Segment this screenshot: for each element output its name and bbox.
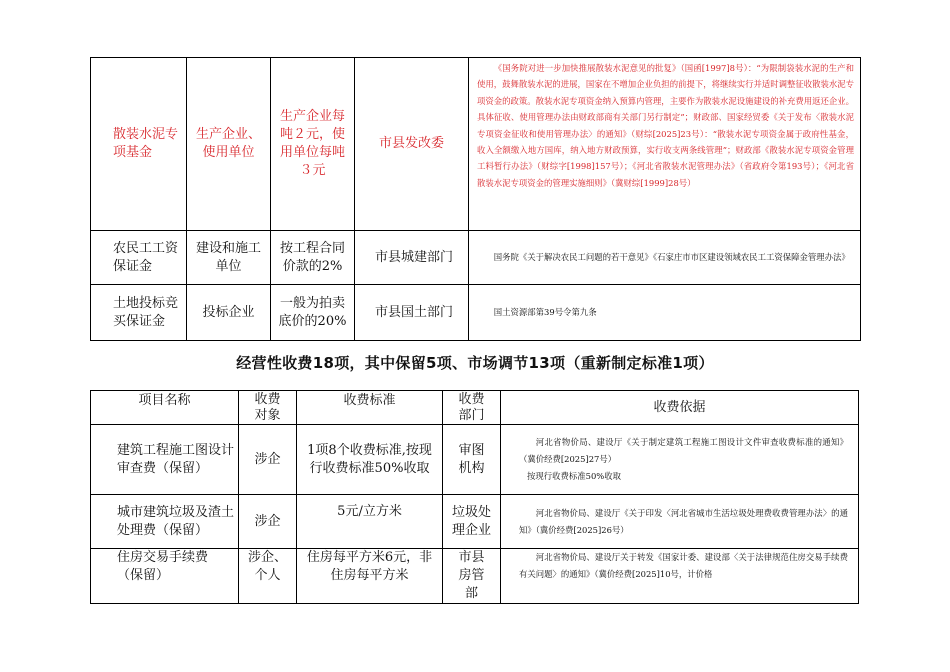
item-name: 建筑工程施工图设计审查费（保留） (117, 442, 235, 476)
item-standard: 住房每平方米6元，非住房每平方米 (306, 550, 433, 583)
fee-table-lower (90, 390, 859, 604)
item-basis: 《国务院对进一步加快推展散装水泥意见的批复》（国函[1997]8号）：“为限制袋装水泥的生产和使用，鼓舞散装水泥的进展，国家在不增加企业负担的前提下，将继续实行并适时调整征收散装水泥专项资金的政策。散装水泥专项资金纳入预算内管理，主要作为散装水泥设施建设的补充费用返还企业。具体征收、使用管理办法由财政部商有关部门另行制定”；财政部、国家经贸委《关于发布〈散装水泥专项资金征收和使用管理办法〉的通知》（财综[2025]23号）：“散装水泥专项资金属于政府性基金，收入全额缴入地方国库，纳入地方财政预算，实行收支两条线管理”；财政部《散装水泥专项资金管理工料暂行办法》（财综字[1998]157号）；《河北省散装水泥管理办法》（省政府令第193号）；《河北省散装水泥专项资金的管理实施细则》（冀财综[1999]28号） (477, 63, 854, 188)
item-standard: 一般为拍卖底价的20% (278, 295, 347, 329)
item-payer: 投标企业 (202, 304, 255, 320)
item-payer: 涉企 (239, 425, 297, 495)
header-name: 项目名称 (91, 391, 239, 425)
header-basis: 收费依据 (501, 391, 859, 425)
item-standard: 5元/立方米 (337, 504, 402, 519)
table-row (91, 231, 861, 285)
item-name: 散装水泥专项基金 (113, 127, 179, 160)
item-payer: 涉企 (239, 495, 297, 549)
header-standard: 收费标准 (297, 391, 443, 425)
item-basis: 河北省物价局、建设厅《关于印发〈河北省城市生活垃圾处理费收费管理办法〉的通知》（冀价经费[2025]26号） (519, 507, 848, 535)
table-row (91, 425, 859, 495)
item-payer: 生产企业、使用单位 (195, 127, 261, 160)
item-dept: 市县房管部 (458, 550, 485, 601)
item-standard: 按工程合同价款的2% (279, 240, 345, 274)
item-dept: 市县城建部门 (375, 249, 454, 265)
item-dept: 市县国土部门 (375, 304, 454, 320)
item-name: 住房交易手续费（保留） (117, 550, 209, 583)
item-dept: 审图机构 (458, 442, 485, 476)
table-row (91, 549, 859, 604)
item-name: 城市建筑垃圾及渣土处理费（保留） (117, 504, 235, 538)
item-basis: 国土资源部第39号令第九条 (493, 307, 597, 317)
header-dept: 收费部门 (458, 391, 485, 423)
item-payer: 建设和施工单位 (195, 240, 261, 274)
item-name: 农民工工资保证金 (113, 240, 179, 274)
item-dept: 垃圾处理企业 (451, 504, 491, 538)
fee-table-upper (90, 57, 861, 341)
table-row (91, 58, 861, 231)
section-title: 经营性收费18项，其中保留5项、市场调节13项（重新制定标准1项） (236, 354, 714, 372)
item-standard: 生产企业每吨２元，使用单位每吨３元 (279, 109, 345, 178)
item-standard: 1项8个收费标准,按现行收费标准50%收取 (307, 442, 432, 476)
item-basis: 河北省物价局、建设厅《关于制定建筑工程施工图设计文件审查收费标准的通知》（冀价经费[2025]27号） (519, 437, 848, 464)
item-basis: 河北省物价局、建设厅关于转发《国家计委、建设部〈关于法律规范住房交易手续费有关问题〉的通知》（冀价经费[2025]10号，计价格 (519, 552, 848, 579)
table-row (91, 285, 861, 341)
item-basis-note: 按现行收费标准50%收取 (527, 471, 621, 481)
table-header-row (91, 391, 859, 425)
item-dept: 市县发改委 (378, 136, 444, 151)
item-payer: 涉企、个人 (247, 550, 287, 583)
item-basis: 国务院《关于解决农民工问题的若干意见》《石家庄市市区建设领域农民工工资保障金管理办法》 (493, 252, 850, 262)
item-name: 土地投标竞买保证金 (113, 295, 179, 329)
table-row (91, 495, 859, 549)
header-payer: 收费对象 (254, 391, 281, 423)
